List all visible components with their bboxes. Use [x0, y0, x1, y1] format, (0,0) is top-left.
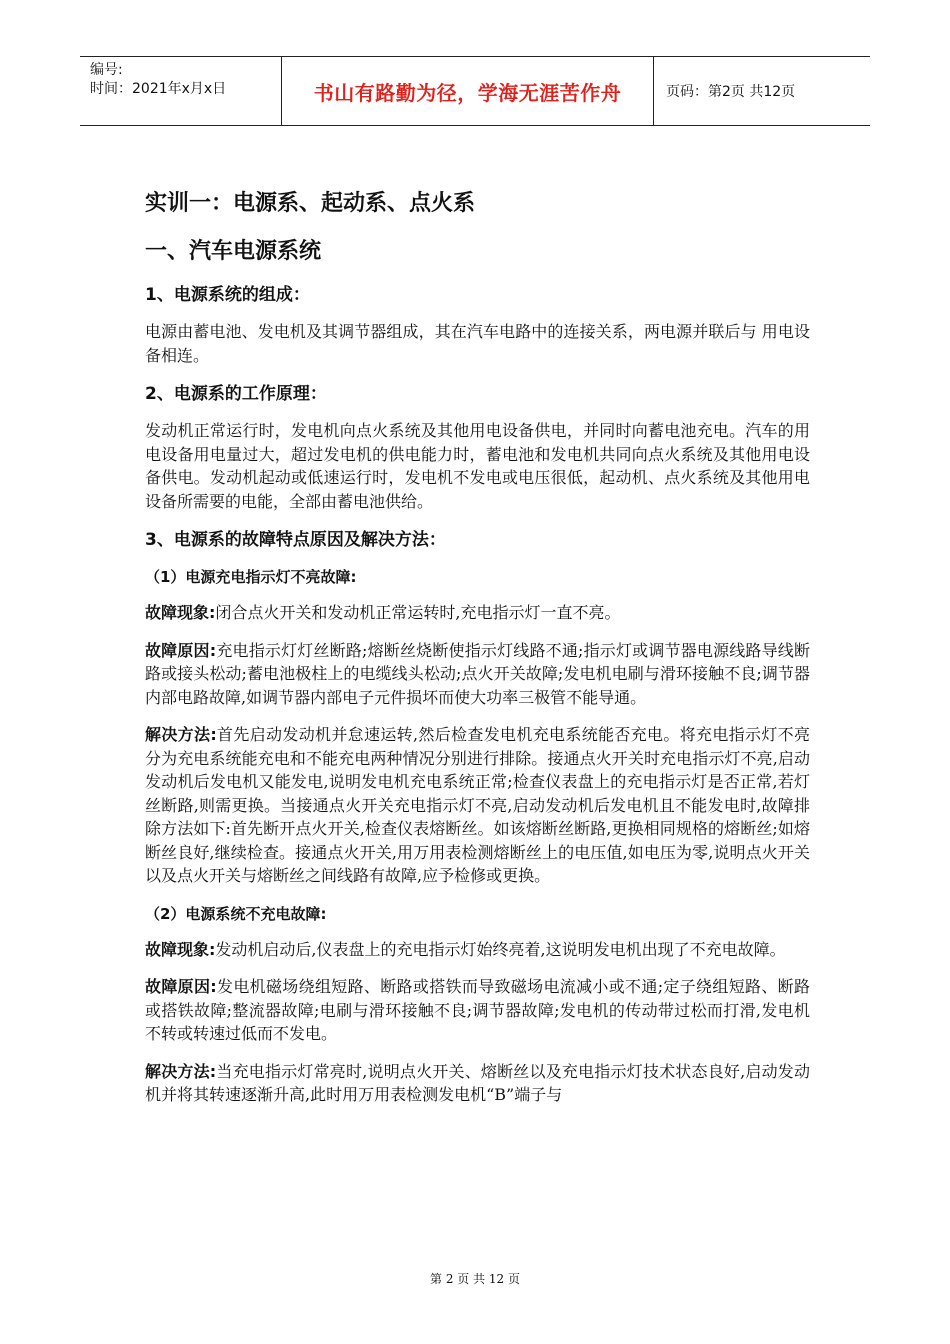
text: 发电机磁场绕组短路、断路或搭铁而导致磁场电流减小或不通;定子绕组短路、断路或搭铁故障;整流器故障;电刷与滑环接触不良;调节器故障;发电机的传动带过松而打滑,发电机不转或转速过低而不发电。: [145, 977, 810, 1043]
label: 故障现象:: [145, 603, 216, 622]
label: 故障原因:: [145, 977, 217, 996]
label: 解决方法:: [145, 1061, 217, 1081]
label: 故障现象:: [145, 939, 216, 959]
text: 发动机启动后,仪表盘上的充电指示灯始终亮着,这说明发电机出现了不充电故障。: [215, 939, 786, 959]
subsection-heading: 3、电源系的故障特点原因及解决方法：: [145, 530, 446, 550]
fault-cause: [145, 975, 810, 1046]
subsection-heading: 2、电源系的工作原理：: [145, 384, 327, 404]
text: 充电指示灯灯丝断路;熔断丝烧断使指示灯线路不通;指示灯或调节器电源线路导线断路或接头松动;蓄电池极柱上的电缆线头松动;点火开关故障;发电机电刷与滑环接触不良;调节器内部电路故障,如调节器内部电子元件损坏而使大功率三极管不能导通。: [145, 640, 810, 707]
text: 闭合点火开关和发动机正常运转时,充电指示灯一直不亮。: [215, 603, 621, 622]
document-body: [145, 188, 810, 1121]
paragraph: 发动机正常运行时，发电机向点火系统及其他用电设备供电，并同时向蓄电池充电。汽车的用电设备用电量过大，超过发电机的供电能力时，蓄电池和发电机共同向点火系统及其他用电设备供电。发动机起动或低速运行时，发电机不发电或电压很低，起动机、点火系统及其他用电设备所需要的电能，全部由蓄电池供给。: [145, 421, 810, 511]
fault-phenomenon: [145, 601, 810, 625]
header-meta: [80, 57, 282, 125]
fault-phenomenon: [145, 938, 810, 962]
header-motto: 书山有路勤为径，学海无涯苦作舟: [282, 57, 654, 125]
label: 解决方法:: [145, 725, 217, 744]
document-title: 实训一：电源系、起动系、点火系: [145, 191, 476, 216]
fault-solution: [145, 1060, 810, 1107]
page-header: [80, 56, 870, 126]
date-label: 时间：2021年x月x日: [90, 81, 227, 97]
page-footer: 第 2 页 共 12 页: [430, 1272, 520, 1286]
fault-cause: [145, 639, 810, 710]
fault-heading: （2）电源系统不充电故障:: [145, 904, 327, 923]
text: 首先启动发动机并怠速运转,然后检查发电机充电系统能否充电。将充电指示灯不亮分为充电系统能充电和不能充电两种情况分别进行排除。接通点火开关时充电指示灯不亮,启动发动机后发电机又能发电,说明发电机充电系统正常;检查仪表盘上的充电指示灯是否正常,若灯丝断路,则需更换。当接通点火开关充电指示灯不亮,启动发动机后发电机且不能发电时,故障排除方法如下:首先断开点火开关,检查仪表熔断丝。如该熔断丝断路,更换相同规格的熔断丝;如熔断丝良好,继续检查。接通点火开关,用万用表检测熔断丝上的电压值,如电压为零,说明点火开关以及点火开关与熔断丝之间线路有故障,应予检修或更换。: [145, 725, 810, 885]
paragraph: 电源由蓄电池、发电机及其调节器组成，其在汽车电路中的连接关系，两电源并联后与 用电设备相连。: [145, 322, 810, 365]
fault-solution: [145, 723, 810, 888]
fault-heading: （1）电源充电指示灯不亮故障:: [145, 568, 357, 586]
header-page-info: 页码：第2页 共12页: [666, 84, 796, 100]
subsection-heading: 1、电源系统的组成：: [145, 285, 310, 305]
section-heading: 一、汽车电源系统: [145, 239, 322, 264]
label: 故障原因:: [145, 640, 217, 660]
text: 当充电指示灯常亮时,说明点火开关、熔断丝以及充电指示灯技术状态良好,启动发动机并将其转速逐渐升高,此时用万用表检测发电机“B”端子与: [145, 1061, 810, 1104]
number-label: 编号:: [90, 62, 123, 78]
